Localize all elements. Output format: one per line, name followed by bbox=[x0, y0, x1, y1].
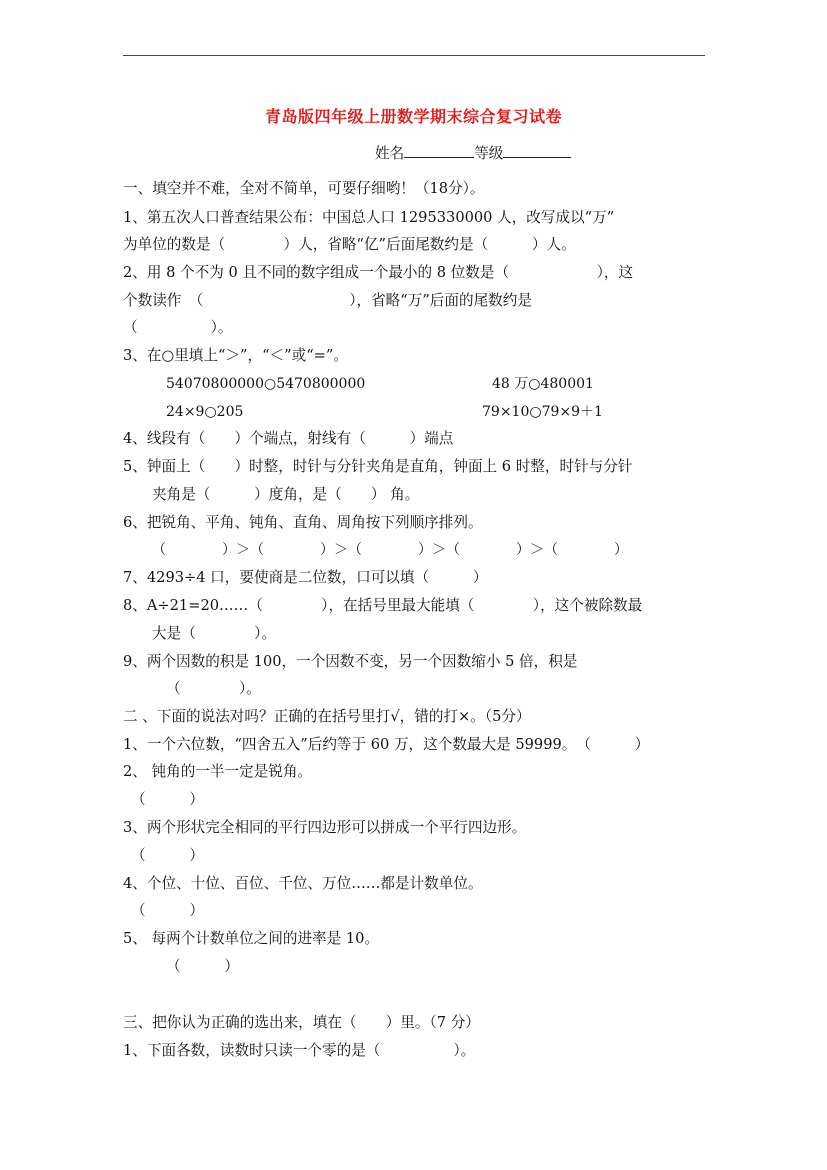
question-5-line-1: 5、钟面上（ ）时整，时针与分针夹角是直角，钟面上 6 时整，时针与分针 bbox=[123, 458, 633, 475]
judge-3-answer: （ ） bbox=[131, 847, 204, 864]
judge-2: 2、 钝角的一半一定是锐角。 bbox=[123, 763, 313, 780]
question-1-line-2: 为单位的数是（ ）人，省略“亿”后面尾数约是（ ）人。 bbox=[123, 236, 576, 253]
compare-item-4: 79×10○79×9＋1 bbox=[482, 404, 603, 420]
section-1-header: 一、填空并不难，全对不简单，可要仔细哟！（18分）。 bbox=[123, 180, 485, 197]
question-9-line-1: 9、两个因数的积是 100，一个因数不变，另一个因数缩小 5 倍，积是 bbox=[123, 653, 578, 670]
question-6: 6、把锐角、平角、钝角、直角、周角按下列顺序排列。 bbox=[123, 514, 483, 531]
question-9-line-2: （ ）。 bbox=[166, 680, 261, 697]
question-2-line-3: （ ）。 bbox=[123, 319, 233, 336]
judge-2-answer: （ ） bbox=[131, 791, 204, 808]
judge-4-answer: （ ） bbox=[131, 902, 204, 919]
name-label: 姓名 bbox=[375, 145, 405, 162]
question-5-line-2: 夹角是（ ）度角，是（ ） 角。 bbox=[152, 486, 420, 503]
question-1-line-1: 1、第五次人口普查结果公布：中国总人口 1295330000 人，改写成以“万” bbox=[123, 209, 615, 226]
judge-5-answer: （ ） bbox=[166, 958, 239, 975]
question-8-line-1: 8、A÷21=20……（ ），在括号里最大能填（ ），这个被除数最 bbox=[123, 597, 643, 614]
judge-1: 1、一个六位数，“四舍五入”后约等于 60 万，这个数最大是 59999。 （ ） bbox=[123, 736, 650, 753]
judge-5: 5、 每两个计数单位之间的进率是 10。 bbox=[123, 930, 380, 947]
judge-3: 3、两个形状完全相同的平行四边形可以拼成一个平行四边形。 bbox=[123, 819, 527, 836]
header-rule bbox=[123, 55, 705, 56]
question-3-header: 3、在○里填上“＞”，“＜”或“=”。 bbox=[123, 347, 348, 364]
compare-item-3: 24×9○205 bbox=[166, 404, 244, 420]
name-blank[interactable] bbox=[404, 142, 474, 158]
grade-blank[interactable] bbox=[503, 142, 571, 158]
question-2-line-2: 个数读作 （ ），省略“万”后面的尾数约是 bbox=[123, 292, 532, 309]
name-grade-row bbox=[375, 142, 571, 164]
page-title: 青岛版四年级上册数学期末综合复习试卷 bbox=[264, 107, 562, 126]
question-2-line-1: 2、用 8 个不为 0 且不同的数字组成一个最小的 8 位数是（ ），这 bbox=[123, 264, 634, 281]
grade-label: 等级 bbox=[474, 145, 504, 162]
question-6-order: （ ）＞（ ）＞（ ）＞（ ）＞（ ） bbox=[152, 542, 628, 558]
choice-1: 1、下面各数，读数时只读一个零的是（ ）。 bbox=[123, 1042, 476, 1059]
question-7: 7、4293÷4 口，要使商是二位数，口可以填（ ） bbox=[123, 569, 488, 586]
question-8-line-2: 大是（ ）。 bbox=[152, 625, 277, 642]
section-2-header: 二 、下面的说法对吗？正确的在括号里打√，错的打×。（5分） bbox=[123, 708, 531, 725]
compare-item-2: 48 万○480001 bbox=[492, 376, 594, 392]
section-3-header: 三、把你认为正确的选出来，填在（ ）里。（7 分） bbox=[123, 1014, 480, 1031]
compare-item-1: 54070800000○5470800000 bbox=[166, 376, 366, 392]
judge-4: 4、个位、十位、百位、千位、万位……都是计数单位。 bbox=[123, 875, 483, 892]
question-4: 4、线段有（ ）个端点，射线有（ ）端点 bbox=[123, 430, 454, 447]
